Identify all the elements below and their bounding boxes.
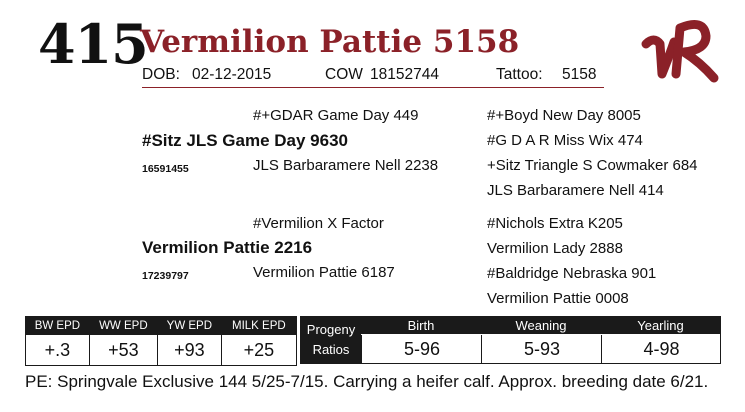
dam-dam-sire: #Baldridge Nebraska 901 bbox=[487, 265, 657, 282]
epd-table bbox=[25, 316, 297, 366]
dam-sire-sire: #Nichols Extra K205 bbox=[487, 215, 623, 232]
sire-sire: #+GDAR Game Day 449 bbox=[253, 107, 419, 124]
progeny-label: Progeny bbox=[306, 322, 356, 337]
dam-registration: 17239797 bbox=[142, 270, 189, 282]
progeny-ratios-box bbox=[300, 316, 721, 364]
weaning-ratio-value: 5-93 bbox=[481, 335, 602, 363]
yw-epd-value: +93 bbox=[157, 335, 221, 366]
pregnancy-note: PE: Springvale Exclusive 144 5/25-7/15. Carrying a heifer calf. Approx. breeding date 6/21. bbox=[25, 372, 709, 391]
dam-dam-dam: Vermilion Pattie 0008 bbox=[487, 290, 629, 307]
bw-epd-value: +.3 bbox=[26, 335, 90, 366]
sire-sire-sire: #+Boyd New Day 8005 bbox=[487, 107, 641, 124]
birth-ratio-header: Birth bbox=[361, 317, 481, 334]
yw-epd-header: YW EPD bbox=[157, 317, 221, 335]
ww-epd-header: WW EPD bbox=[89, 317, 157, 335]
ratios-label: Ratios bbox=[312, 342, 350, 357]
type-label: COW bbox=[325, 66, 363, 83]
sire-sire-dam: #G D A R Miss Wix 474 bbox=[487, 132, 643, 149]
yearling-ratio-header: Yearling bbox=[601, 317, 720, 334]
animal-name: Vermilion Pattie 5158 bbox=[140, 24, 520, 60]
birth-ratio-value: 5-96 bbox=[361, 335, 482, 363]
epd-value-row bbox=[26, 335, 297, 366]
registration-number: 18152744 bbox=[370, 66, 439, 83]
epd-header-row bbox=[26, 317, 297, 335]
lot-number: 415 bbox=[38, 12, 148, 76]
dam-sire-dam: Vermilion Lady 2888 bbox=[487, 240, 623, 257]
dam-sire: #Vermilion X Factor bbox=[253, 215, 384, 232]
dob-value: 02-12-2015 bbox=[192, 66, 272, 83]
tattoo-value: 5158 bbox=[562, 66, 597, 83]
sire-name: #Sitz JLS Game Day 9630 bbox=[142, 131, 349, 150]
sire-dam-dam: JLS Barbaramere Nell 414 bbox=[487, 182, 664, 199]
sire-registration: 16591455 bbox=[142, 163, 189, 175]
identification-row bbox=[142, 66, 604, 88]
dam-name: Vermilion Pattie 2216 bbox=[142, 238, 313, 257]
milk-epd-value: +25 bbox=[221, 335, 296, 366]
milk-epd-header: MILK EPD bbox=[221, 317, 296, 335]
weaning-ratio-header: Weaning bbox=[481, 317, 601, 334]
dob-label: DOB: bbox=[142, 66, 180, 83]
vr-brand-logo-icon bbox=[640, 14, 722, 90]
sire-dam-sire: +Sitz Triangle S Cowmaker 684 bbox=[487, 157, 698, 174]
tattoo-label: Tattoo: bbox=[496, 66, 543, 83]
sire-dam: JLS Barbaramere Nell 2238 bbox=[253, 157, 439, 174]
bw-epd-header: BW EPD bbox=[26, 317, 90, 335]
ww-epd-value: +53 bbox=[89, 335, 157, 366]
yearling-ratio-value: 4-98 bbox=[601, 335, 721, 363]
progeny-ratios-label bbox=[301, 317, 361, 363]
dam-dam: Vermilion Pattie 6187 bbox=[253, 264, 395, 281]
